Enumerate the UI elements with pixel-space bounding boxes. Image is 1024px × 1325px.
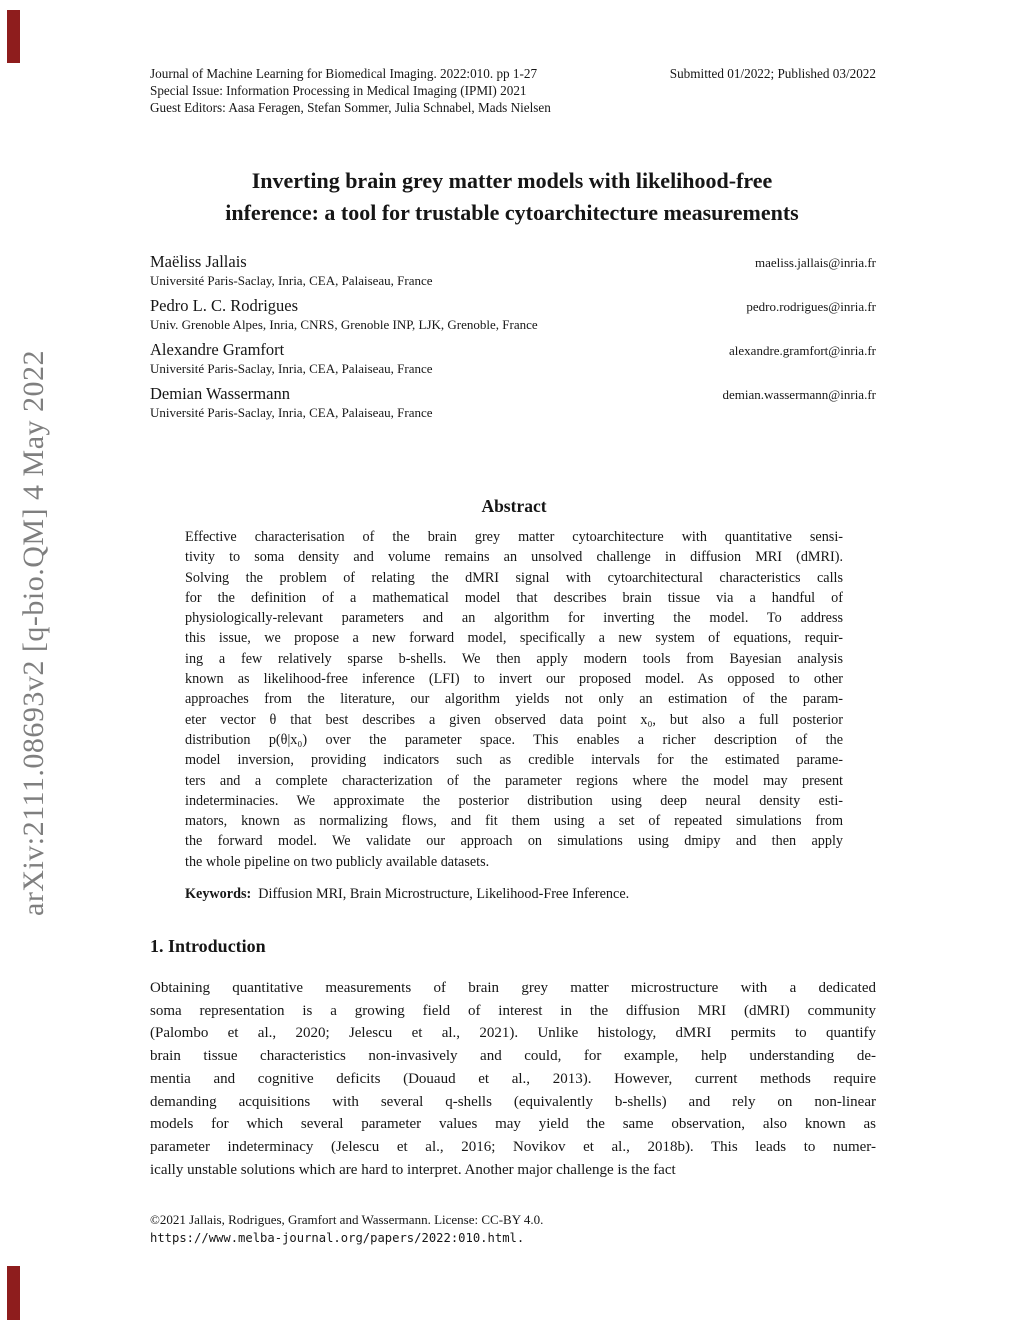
abstract-line: eter vector θ that best describes a given observed data point x₀, but also a full posterior: [185, 711, 843, 728]
author-name: Alexandre Gramfort: [150, 340, 285, 359]
abstract-line: approaches from the literature, our algorithm yields not only an estimation of the param-: [185, 691, 843, 708]
introduction-line: models for which several parameter values may yield the same observation, also known as: [150, 1116, 876, 1133]
abstract-line: mators, known as normalizing flows, and fit them using a set of repeated simulations from: [185, 813, 843, 830]
abstract-line: distribution p(θ|x₀) over the parameter space. This enables a richer description of the: [185, 731, 843, 748]
abstract-line: this issue, we propose a new forward model, specifically a new system of equations, requir-: [185, 630, 843, 647]
author-email-link[interactable]: alexandre.gramfort@inria.fr: [729, 343, 876, 358]
author-list: [150, 252, 876, 428]
author-block: [150, 252, 876, 288]
paper-url-link[interactable]: https://www.melba-journal.org/papers/2022:010.html.: [150, 1230, 525, 1245]
abstract-line: model inversion, providing indicators such as credible intervals for the estimated parame-: [185, 752, 843, 769]
introduction-line: mentia and cognitive deficits (Douaud et al., 2013). However, current methods require: [150, 1070, 876, 1087]
author-block: [150, 384, 876, 420]
section-heading-introduction: 1. Introduction: [150, 936, 266, 956]
paper-title: [110, 165, 914, 229]
introduction-line: (Palombo et al., 2020; Jelescu et al., 2021). Unlike histology, dMRI permits to quantify: [150, 1025, 876, 1042]
abstract-line: for the definition of a mathematical model that describes brain tissue via a handful of: [185, 589, 843, 606]
author-affiliation: Université Paris-Saclay, Inria, CEA, Palaiseau, France: [150, 361, 433, 376]
introduction-line: brain tissue characteristics non-invasively and could, for example, help understanding de-: [150, 1048, 876, 1065]
keywords-label: Keywords:: [185, 886, 252, 902]
abstract-heading: Abstract: [481, 496, 547, 516]
abstract-line: known as likelihood-free inference (LFI) to invert our proposed model. As opposed to other: [185, 671, 843, 688]
author-affiliation: Université Paris-Saclay, Inria, CEA, Palaiseau, France: [150, 273, 433, 288]
page-footer: [150, 1211, 876, 1247]
author-affiliation: Université Paris-Saclay, Inria, CEA, Palaiseau, France: [150, 405, 433, 420]
author-name: Demian Wassermann: [150, 384, 290, 403]
abstract-line: the whole pipeline on two publicly available datasets.: [185, 853, 490, 870]
guest-editors-line: Guest Editors: Aasa Feragen, Stefan Sommer, Julia Schnabel, Mads Nielsen: [150, 99, 551, 115]
author-block: [150, 296, 876, 332]
copyright-line: ©2021 Jallais, Rodrigues, Gramfort and Wassermann. License: CC-BY 4.0.: [150, 1212, 544, 1227]
abstract-line: physiologically-relevant parameters and an algorithm for inverting the model. To address: [185, 610, 843, 627]
introduction-line: soma representation is a growing field of interest in the diffusion MRI (dMRI) community: [150, 1002, 876, 1019]
paper-title-line1: Inverting brain grey matter models with likelihood-free: [251, 168, 773, 193]
arxiv-stamp: arXiv:2111.08693v2 [q-bio.QM] 4 May 2022: [17, 349, 50, 917]
introduction-line: demanding acquisitions with several q-shells (equivalently b-shells) and rely on non-linear: [150, 1093, 876, 1110]
author-email-link[interactable]: maeliss.jallais@inria.fr: [755, 255, 876, 270]
author-email-link[interactable]: demian.wassermann@inria.fr: [722, 387, 876, 402]
abstract-paragraph: [185, 527, 843, 872]
journal-header-right: [670, 66, 876, 116]
abstract-line: ing a few relatively sparse b-shells. We then apply modern tools from Bayesian analysis: [185, 650, 843, 667]
journal-header-left: [150, 66, 551, 116]
author-affiliation: Univ. Grenoble Alpes, Inria, CNRS, Grenoble INP, LJK, Grenoble, France: [150, 317, 538, 332]
paper-title-line2: inference: a tool for trustable cytoarchitecture measurements: [225, 200, 799, 225]
abstract-line: indeterminacies. We approximate the posterior distribution using deep neural density esti-: [185, 792, 843, 809]
introduction-line: Obtaining quantitative measurements of brain grey matter microstructure with a dedicated: [150, 980, 876, 996]
abstract-line: ters and a complete characterization of the parameter regions where the model may present: [185, 772, 843, 789]
author-name: Pedro L. C. Rodrigues: [150, 296, 299, 315]
author-name: Maëliss Jallais: [150, 252, 247, 271]
author-block: [150, 340, 876, 376]
introduction-paragraph: [150, 977, 876, 1181]
abstract-line: Effective characterisation of the brain grey matter cytoarchitecture with quantitative sensi-: [185, 529, 843, 545]
special-issue-line: Special Issue: Information Processing in Medical Imaging (IPMI) 2021: [150, 82, 527, 98]
introduction-line: ically unstable solutions which are hard to interpret. Another major challenge is the fact: [150, 1161, 676, 1178]
author-email-link[interactable]: pedro.rodrigues@inria.fr: [746, 299, 876, 314]
keywords-text: Diffusion MRI, Brain Microstructure, Likelihood-Free Inference.: [258, 886, 630, 902]
abstract-line: tivity to soma density and volume remains an unsolved challenge in diffusion MRI (dMRI).: [185, 549, 843, 566]
abstract-line: Solving the problem of relating the dMRI signal with cytoarchitectural characteristics calls: [185, 569, 843, 586]
introduction-line: parameter indeterminacy (Jelescu et al., 2016; Novikov et al., 2018b). This leads to numer-: [150, 1138, 876, 1155]
submitted-published-line: Submitted 01/2022; Published 03/2022: [669, 66, 876, 81]
journal-line: Journal of Machine Learning for Biomedical Imaging. 2022:010. pp 1-27: [150, 66, 538, 81]
page-edge-marker-top: [7, 10, 20, 63]
journal-header: [150, 66, 876, 116]
abstract-line: the forward model. We validate our approach on simulations using dmipy and then apply: [185, 833, 843, 850]
page-edge-marker-bottom: [7, 1266, 20, 1320]
keywords-line: [185, 886, 843, 903]
